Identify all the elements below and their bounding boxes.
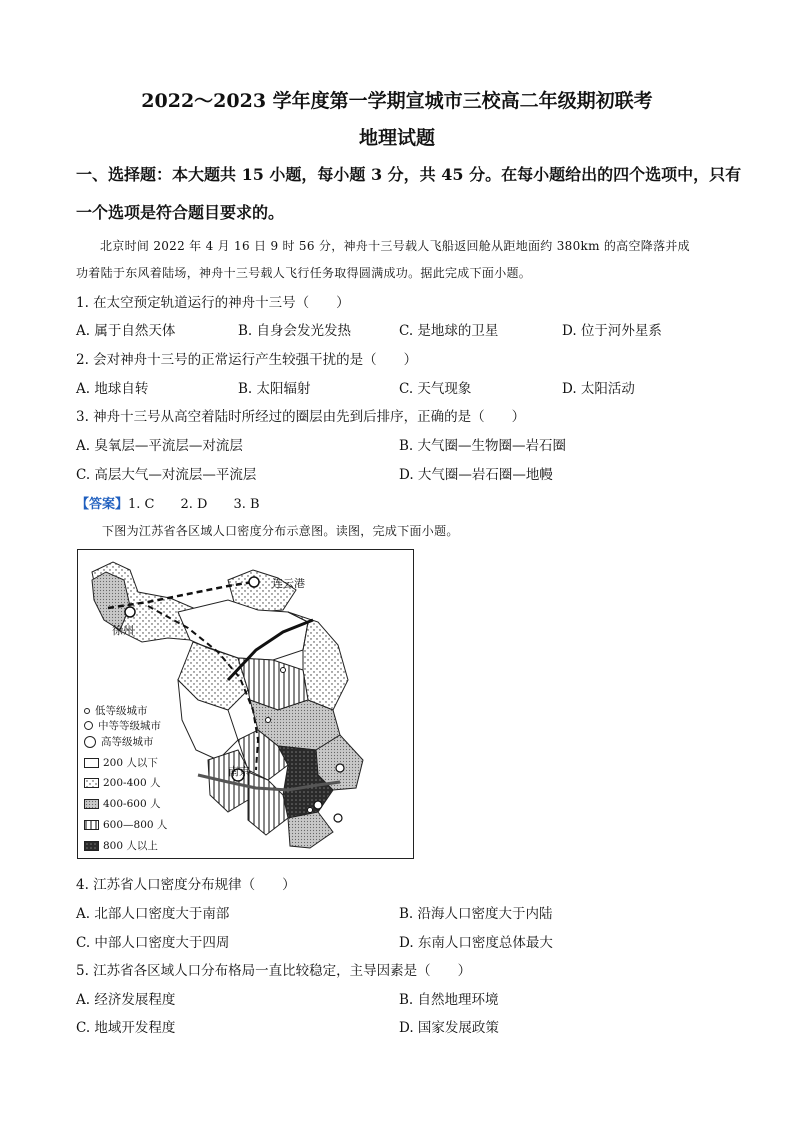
city-marker-small-3 <box>308 808 313 813</box>
page-title: 2022～2023 学年度第一学期宣城市三校高二年级期初联考 <box>141 90 653 112</box>
legend-density-4 <box>84 817 167 832</box>
legend-density-2 <box>84 775 160 790</box>
legend-density-2-label: 200-400 人 <box>103 777 161 789</box>
legend-large-city-label: 高等级城市 <box>101 736 154 748</box>
question-4-option-d: D. 东南人口密度总体最大 <box>399 935 553 951</box>
city-marker-small-2 <box>281 668 286 673</box>
legend-density-1 <box>84 755 158 770</box>
passage2: 下图为江苏省各区域人口密度分布示意图。读图，完成下面小题。 <box>102 524 459 538</box>
small-city-symbol <box>84 708 90 714</box>
question-4-stem: 4. 江苏省人口密度分布规律（ ） <box>76 877 296 893</box>
legend-density-5 <box>84 838 158 853</box>
section-heading-line2: 一个选项是符合题目要求的。 <box>76 203 285 222</box>
region-changzhou <box>248 772 288 835</box>
legend-small-city-label: 低等级城市 <box>95 705 148 717</box>
question-2-option-d: D. 太阳活动 <box>562 381 635 397</box>
section-heading-line1: 一、选择题：本大题共 15 小题，每小题 3 分，共 45 分。在每小题给出的四个选项中，只有 <box>76 165 742 184</box>
city-label-lianyungang: 连云港 <box>272 577 305 590</box>
question-5-option-c: C. 地域开发程度 <box>76 1020 176 1036</box>
legend-density-3-label: 400-600 人 <box>103 798 161 810</box>
city-marker-mid-3 <box>334 814 342 822</box>
answer-line <box>76 493 260 512</box>
city-marker-xuzhou <box>125 607 135 617</box>
legend-mid-city <box>84 718 161 733</box>
legend-mid-city-label: 中等等级城市 <box>98 720 161 732</box>
question-1-option-d: D. 位于河外星系 <box>562 323 662 339</box>
question-1-option-c: C. 是地球的卫星 <box>399 323 499 339</box>
legend-large-city <box>84 734 154 749</box>
question-4-option-b: B. 沿海人口密度大于内陆 <box>399 906 553 922</box>
city-label-xuzhou: 徐州 <box>112 624 134 637</box>
city-marker-small-1 <box>266 718 271 723</box>
density-4-swatch <box>84 820 99 830</box>
page-subtitle: 地理试题 <box>358 127 435 149</box>
city-marker-lianyungang <box>249 577 259 587</box>
density-2-swatch <box>84 778 99 788</box>
question-3-stem: 3. 神舟十三号从高空着陆时所经过的圈层由先到后排序，正确的是（ ） <box>76 409 526 425</box>
question-1-stem: 1. 在太空预定轨道运行的神舟十三号（ ） <box>76 295 350 311</box>
question-5-option-d: D. 国家发展政策 <box>399 1020 499 1036</box>
city-marker-mid-1 <box>336 764 344 772</box>
passage1-line1: 北京时间 2022 年 4 月 16 日 9 时 56 分，神舟十三号载人飞船返回舱从距地面约 380km 的高空降落并成 <box>100 239 690 253</box>
region-huaian <box>238 658 308 710</box>
question-2-option-c: C. 天气现象 <box>399 381 472 397</box>
answer-text: 1. C 2. D 3. B <box>128 497 260 512</box>
question-5-option-a: A. 经济发展程度 <box>76 992 176 1008</box>
legend-density-1-label: 200 人以下 <box>103 757 158 769</box>
region-south <box>288 812 333 848</box>
city-label-nanjing: 南京 <box>228 765 250 778</box>
large-city-symbol <box>84 736 96 748</box>
answer-tag: 【答案】 <box>76 497 129 512</box>
question-3-option-c: C. 高层大气—对流层—平流层 <box>76 467 257 483</box>
population-density-map <box>77 549 414 859</box>
question-3-option-b: B. 大气圈—生物圈—岩石圈 <box>399 438 567 454</box>
passage1-line2: 功着陆于东风着陆场，神舟十三号载人飞行任务取得圆满成功。据此完成下面小题。 <box>76 266 532 280</box>
city-marker-mid-2 <box>314 801 322 809</box>
question-5-stem: 5. 江苏省各区域人口分布格局一直比较稳定，主导因素是（ ） <box>76 963 472 979</box>
question-1-option-b: B. 自身会发光发热 <box>238 323 352 339</box>
question-5-option-b: B. 自然地理环境 <box>399 992 499 1008</box>
question-4-option-c: C. 中部人口密度大于四周 <box>76 935 230 951</box>
legend-density-5-label: 800 人以上 <box>103 840 158 852</box>
question-2-option-a: A. 地球自转 <box>76 381 149 397</box>
legend-small-city <box>84 703 148 718</box>
mid-city-symbol <box>84 721 93 730</box>
density-5-swatch <box>84 841 99 851</box>
density-1-swatch <box>84 758 99 768</box>
density-3-swatch <box>84 799 99 809</box>
question-1-option-a: A. 属于自然天体 <box>76 323 176 339</box>
legend-density-4-label: 600—800 人 <box>103 819 168 831</box>
question-4-option-a: A. 北部人口密度大于南部 <box>76 906 230 922</box>
legend-density-3 <box>84 796 160 811</box>
question-2-stem: 2. 会对神舟十三号的正常运行产生较强干扰的是（ ） <box>76 352 418 368</box>
question-3-option-d: D. 大气圈—岩石圈—地幔 <box>399 467 553 483</box>
question-3-option-a: A. 臭氧层—平流层—对流层 <box>76 438 243 454</box>
question-2-option-b: B. 太阳辐射 <box>238 381 311 397</box>
